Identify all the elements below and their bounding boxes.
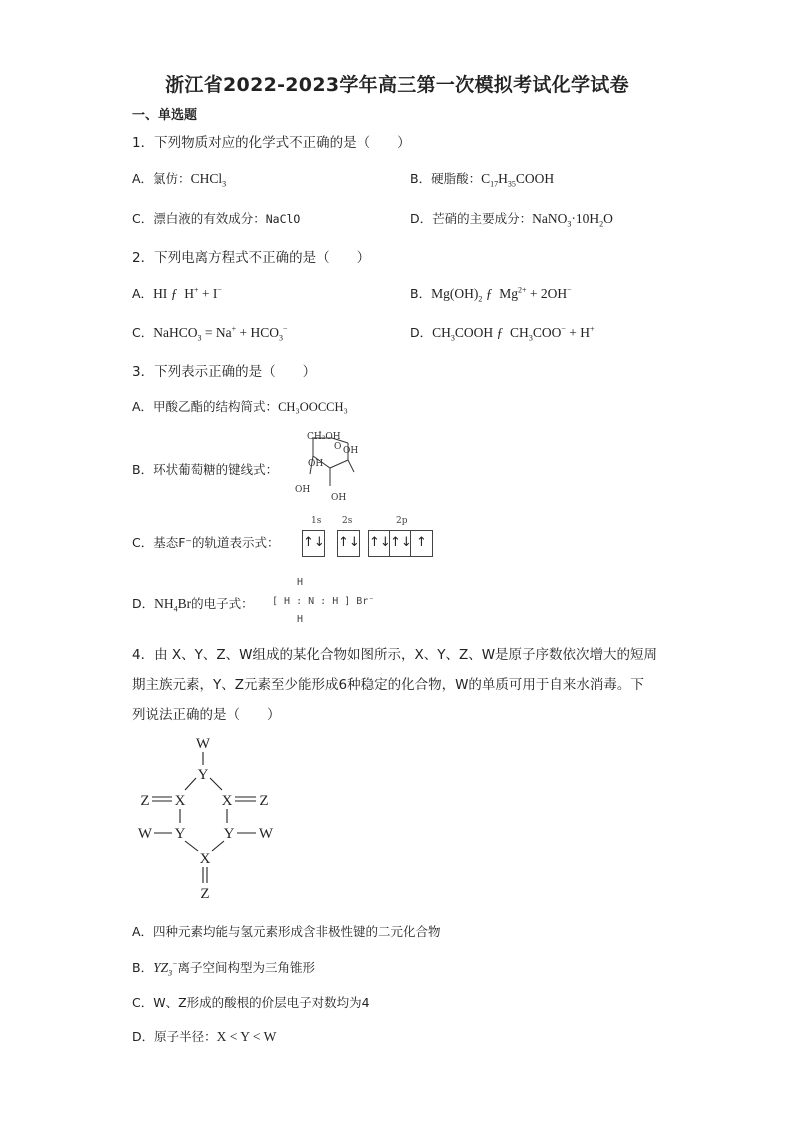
svg-text:OH: OH [331,493,347,503]
svg-text:X: X [174,793,186,809]
q1-option-b[interactable] [410,169,554,189]
svg-text:W: W [195,736,211,752]
compound-structure-diagram [130,730,290,905]
q2-c-label: C． [132,325,154,340]
q3-option-a[interactable] [132,397,348,415]
svg-text:Y: Y [174,826,186,842]
q3-option-b[interactable] [132,460,278,478]
orbital-box-2s [337,530,360,557]
q4-stem-line-3: 列说法正确的是（ ） [132,707,281,723]
svg-text:Y: Y [223,826,235,842]
q3-c-label: C．基态F⁻的轨道表示式： [132,535,280,550]
svg-text:W: W [258,826,274,842]
svg-text:Z: Z [140,793,150,809]
q2-option-c[interactable] [132,323,288,343]
q1-option-d[interactable] [410,209,613,229]
svg-text:W: W [137,826,153,842]
q2-d-label: D． [410,325,433,340]
q4-b-ion: $YZ_3^-$ [153,959,178,978]
svg-text:X: X [221,793,233,809]
q1-option-a[interactable] [132,169,226,189]
q4-option-c[interactable]: C．W、Z形成的酸根的价层电子对数均为4 [132,995,370,1010]
q1-option-c[interactable] [132,209,300,227]
q4-option-d[interactable] [132,1027,276,1045]
q2-b-label: B． [410,286,432,301]
q1-stem: 1．下列物质对应的化学式不正确的是（ ） [132,135,411,151]
q2-a-label: A． [132,286,154,301]
q2-option-d[interactable] [410,323,594,343]
q2-d-equation: $CH_3COOH$ ƒ $CH_3COO^- + H^+$ [432,324,595,343]
q3-a-formula: CH₃OOCCH₃ [278,400,348,414]
q3-d-label: D． [132,596,155,611]
q2-option-a[interactable] [132,284,222,302]
q1-d-label: D．芒硝的主要成分： [410,211,533,226]
orbital-box-1s [302,530,325,557]
q1-a-label: A．氯仿： [132,171,191,186]
q1-d-formula: $NaNO_3\cdot 10H_2O$ [532,211,613,229]
orbital-label-2p: 2p [396,516,408,526]
q2-stem: 2．下列电离方程式不正确的是（ ） [132,250,371,266]
svg-text:OH: OH [295,485,311,495]
svg-text:O: O [334,442,342,452]
svg-text:Z: Z [259,793,269,809]
q3-b-label: B．环状葡萄糖的键线式： [132,462,279,477]
q4-stem-line-1: 4．由 X、Y、Z、W组成的某化合物如图所示，X、Y、Z、W是原子序数依次增大的短周 [132,647,658,663]
q4-stem-line-2: 期主族元素，Y、Z元素至少能形成6种稳定的化合物，W的单质可用于自来水消毒。下 [132,677,644,693]
svg-text:Z: Z [200,886,210,902]
q4-b-label: B． [132,960,154,975]
glucose-ring-structure [290,426,370,506]
page-title: 浙江省2022-2023学年高三第一次模拟考试化学试卷 [165,74,629,96]
q1-c-label: C．漂白液的有效成分： [132,211,266,226]
q2-option-b[interactable] [410,284,572,304]
electron-dot-h-bottom: H [297,614,304,625]
q4-option-b[interactable] [132,958,315,978]
q4-d-label: D．原子半径： [132,1029,217,1044]
q4-b-rest: 离子空间构型为三角锥形 [177,960,316,975]
section-heading: 一、单选题 [132,108,198,123]
q2-a-equation: HI ƒ H+ + I− [153,285,222,301]
svg-text:CH₂OH: CH₂OH [307,432,341,442]
orbital-2s-electrons: ↑↓ [338,535,360,550]
q3-a-label: A．甲酸乙酯的结构简式： [132,399,279,414]
q1-b-formula: $C_{17}H_{35}COOH$ [481,171,555,189]
orbital-2p-1: ↑↓ [369,531,390,556]
q2-b-equation: $Mg(OH)_2$ ƒ $Mg^{2+} + 2OH^-$ [431,285,572,304]
q3-option-d[interactable] [132,594,254,614]
electron-dot-formula: [ H : N : H ] Br⁻ [272,596,375,607]
svg-text:OH: OH [308,459,324,469]
svg-text:X: X [199,851,211,867]
q3-stem: 3．下列表示正确的是（ ） [132,364,317,380]
q1-a-formula: CHCl$_3$ [190,171,227,189]
q3-d-formula: $NH_4Br$ [154,596,192,614]
q3-d-suffix: 的电子式： [191,596,254,611]
q1-b-label: B．硬脂酸： [410,171,482,186]
orbital-2p-3: ↑ [416,535,427,550]
q4-d-formula: X < Y < W [216,1029,277,1044]
orbital-label-1s: 1s [311,516,322,526]
orbital-1s-electrons: ↑↓ [303,535,325,550]
electron-dot-h-top: H [297,577,304,588]
svg-text:OH: OH [343,446,359,456]
q2-c-equation: NaHCO$_3$ = $Na^+ + HCO_3^-$ [153,324,288,343]
q3-option-c[interactable] [132,533,280,551]
orbital-box-2p [368,530,433,557]
q1-c-formula: NaClO [265,212,301,226]
svg-text:Y: Y [197,767,209,783]
q4-option-a[interactable]: A．四种元素均能与氢元素形成含非极性键的二元化合物 [132,924,441,939]
orbital-label-2s: 2s [342,516,353,526]
orbital-2p-2: ↑↓ [390,531,411,556]
